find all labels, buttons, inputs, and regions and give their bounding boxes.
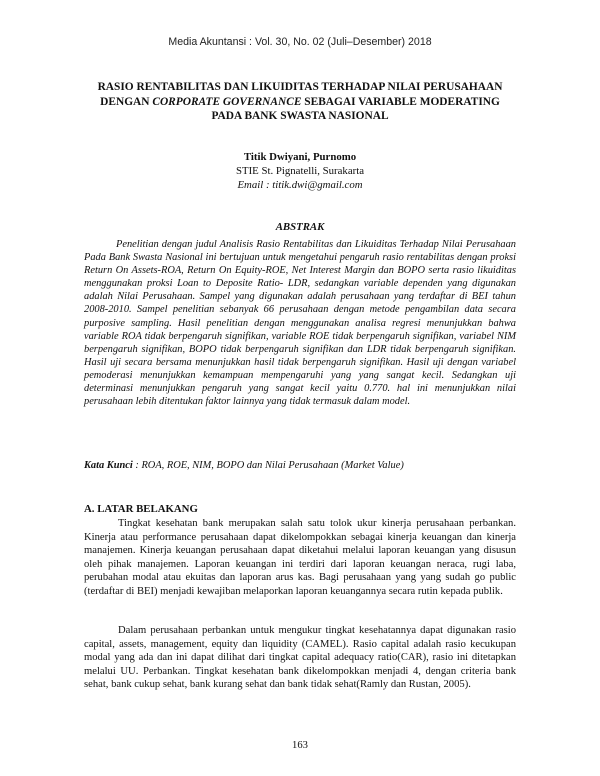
title-line-2: [80, 95, 520, 110]
title-line-2-italic: CORPORATE GOVERNANCE: [152, 95, 302, 108]
author-email: Email : titik.dwi@gmail.com: [237, 179, 363, 192]
title-line-2-part-c: SEBAGAI VARIABLE MODERATING: [301, 95, 500, 108]
title-line-3: PADA BANK SWASTA NASIONAL: [211, 110, 389, 122]
keywords: [84, 460, 516, 471]
keywords-label: Kata Kunci: [84, 460, 133, 471]
abstract-heading: ABSTRAK: [275, 221, 325, 233]
title-line-2-part-a: DENGAN: [100, 95, 153, 108]
section-heading: A. LATAR BELAKANG: [84, 503, 198, 515]
author-affiliation: STIE St. Pignatelli, Surakarta: [235, 165, 365, 178]
journal-header: Media Akuntansi : Vol. 30, No. 02 (Juli–Desember) 2018: [168, 36, 432, 48]
paper-title: [80, 80, 520, 124]
title-line-1: RASIO RENTABILITAS DAN LIKUIDITAS TERHADAP NILAI PERUSAHAAN: [97, 81, 503, 93]
body-paragraph-1: Tingkat kesehatan bank merupakan salah satu tolok ukur kinerja perusahaan perbankan. Kinerja atau performance perusahaan dapat dikelompokkan sebagai kinerja keuangan dan kinerja manajemen. Kinerja keuangan perusahaan dapat diketahui melalui laporan keuangan yang disusun oleh pihak manajemen. Laporan keuangan ini terdiri dari laporan keuangan neraca, rugi laba, perubahan modal atau ekuitas dan laporan arus kas. Bagi perusahaan yang yang sudah go public (terdaftar di BEI) menjadi kewajiban melaporkan laporan keuangannya secara rutin kepada publik.: [84, 518, 516, 597]
page-number: 163: [292, 740, 308, 751]
keywords-list: : ROA, ROE, NIM, BOPO dan Nilai Perusahaan (Market Value): [135, 460, 404, 471]
abstract-text: Penelitian dengan judul Analisis Rasio Rentabilitas dan Likuiditas Terhadap Nilai Perusahaan Pada Bank Swasta Nasional ini bertujuan untuk mengetahui pengaruh rasio rentabilitas dengan proksi Return On Assets-ROA, Return On Equity-ROE, Net Interest Margin dan BOPO serta rasio likuiditas menggunakan proksi Loan to Deposite Ratio- LDR, sedangkan variable dependen yang digunakan adalah Nilai Perusahaan. Sampel yang digunakan adalah perusahaan yang terdaftar di BEI tahun 2008-2010. Sampel penelitian sebanyak 66 perusahaan dengan metode pengambilan data secara purposive sampling. Hasil penelitian dengan menggunakan analisa regresi menunjukkan bahwa variable ROA tidak berpengaruh signifikan, variable ROE tidak berpengaruh signifikan, variabel NIM berpengaruh signifikan, BOPO tidak berpengaruh signifikan dan LDR tidak berpengaruh signifikan. Hasil uji secara bersama menunjukkan hasil tidak berpengaruh signifikan. Hasil uji dengan variabel pemoderasi menunjukkan kemampuan mempengaruhi yang yang sangat kecil. Sedangkan uji determinasi menunjukkan pengaruh yang sangat kecil yaitu 0.770. hal ini menunjukkan nilai perusahaan lebih ditentukan faktor lainnya yang tidak termasuk dalam model.: [84, 239, 516, 408]
body-paragraph-2: Dalam perusahaan perbankan untuk mengukur tingkat kesehatannya dapat digunakan rasio capital, assets, management, equity dan liquidity (CAMEL). Rasio capital adalah rasio kecukupan modal yang ada dan ini dapat dilihat dari tingkat capital adequacy ratio(CAR), rasio ini ditetapkan melalui UU. Perbankan. Tingkat kesehatan bank dikelompokkan menjadi 4, dengan criteria bank sehat, bank cukup sehat, bank kurang sehat dan bank tidak sehat(Ramly dan Rustan, 2005).: [84, 625, 516, 691]
author-block: [0, 150, 600, 193]
author-names: Titik Dwiyani, Purnomo: [243, 151, 357, 163]
